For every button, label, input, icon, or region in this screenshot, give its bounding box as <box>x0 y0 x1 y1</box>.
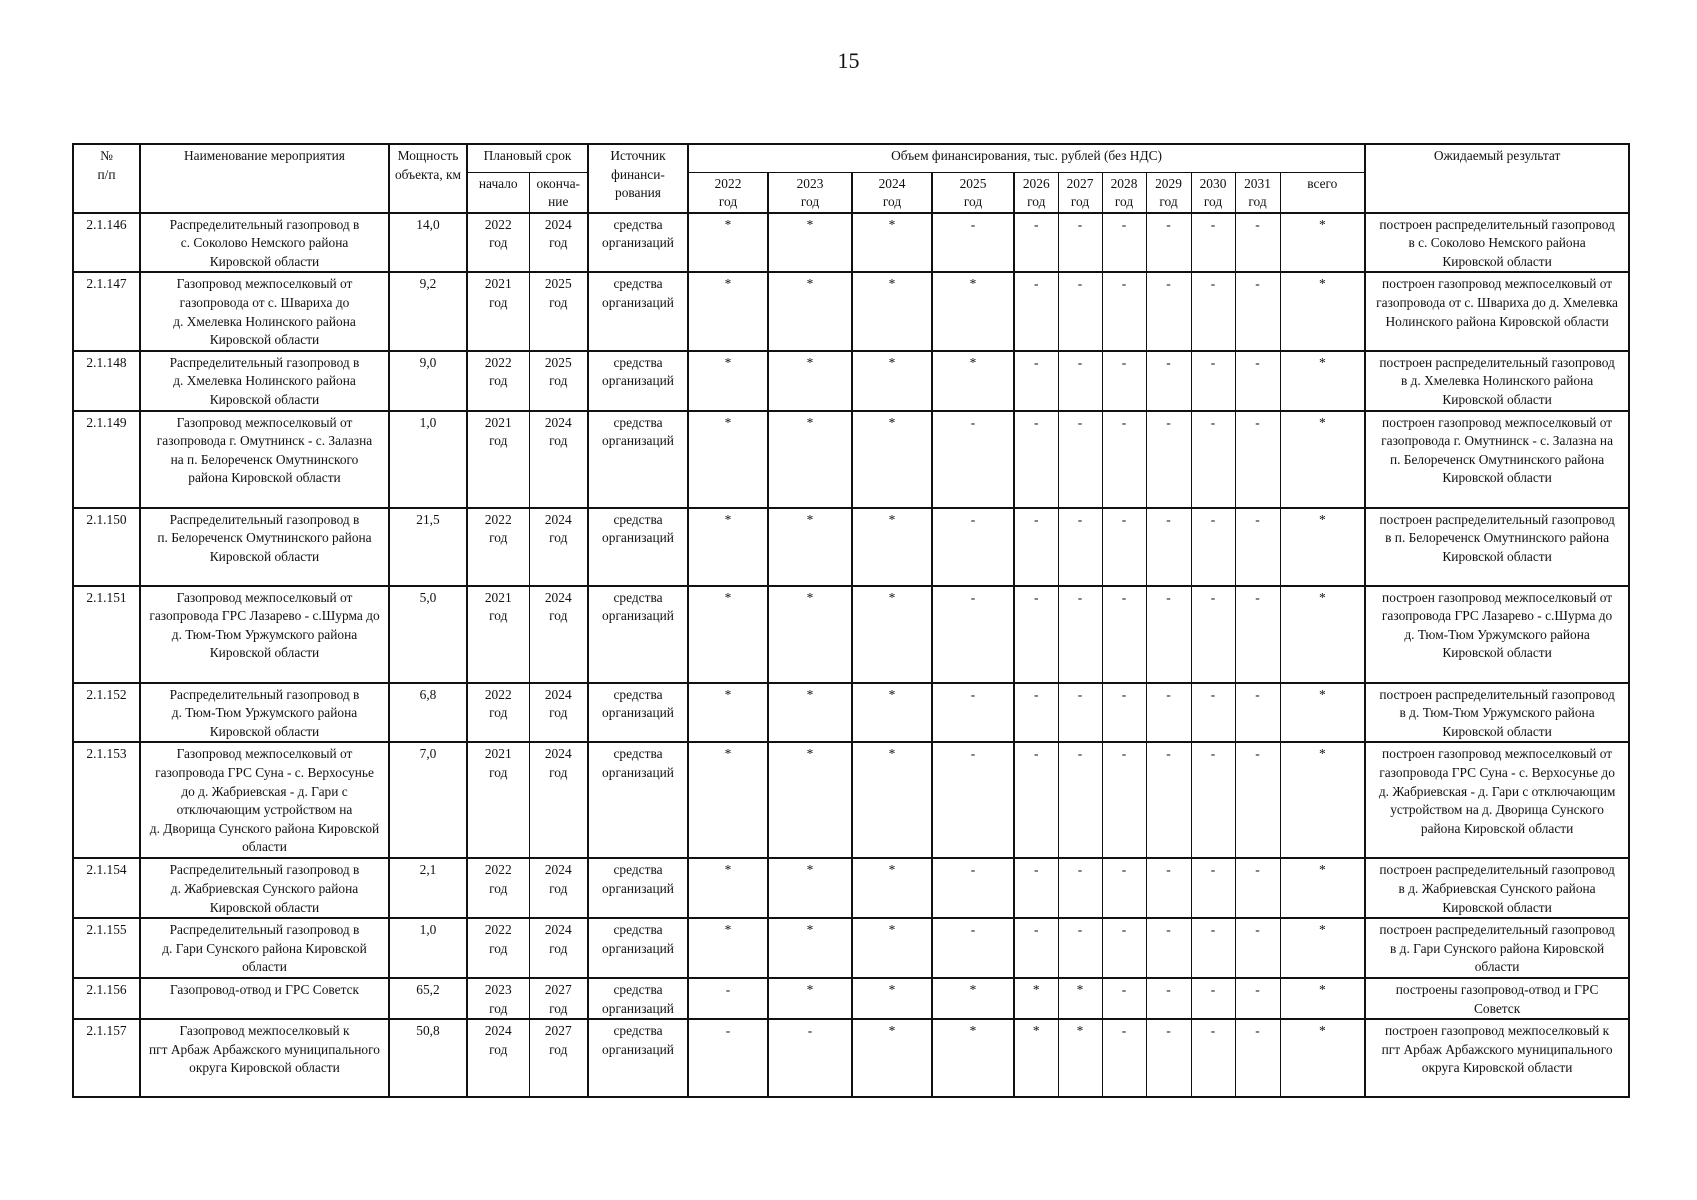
start-year: 2022 год <box>467 918 529 978</box>
expected-result: построен газопровод межпоселковый от газопровода ГРС Суна - с. Верхосунье до д. Жабриевская - д. Гари с отключающим устройством на д. Дворища Сунского района Кировской области <box>1365 742 1629 858</box>
funding-year-cell: * <box>932 1019 1014 1097</box>
expected-result: построен распределительный газопровод в д. Тюм-Тюм Уржумского района Кировской области <box>1365 683 1629 743</box>
funding-year-cell: - <box>1235 858 1280 918</box>
funding-year-cell: - <box>932 213 1014 273</box>
funding-table <box>72 143 1630 1098</box>
table-row <box>73 508 1629 586</box>
funding-year-cell: - <box>1102 508 1146 586</box>
funding-year-cell: - <box>1146 858 1191 918</box>
header-num: № п/п <box>73 144 140 213</box>
funding-year-cell: - <box>1102 351 1146 411</box>
funding-year-cell: * <box>852 586 932 683</box>
funding-year-cell: * <box>768 508 852 586</box>
row-number: 2.1.157 <box>73 1019 140 1097</box>
funding-total: * <box>1280 978 1365 1019</box>
table-row <box>73 213 1629 273</box>
funding-year-cell: - <box>932 918 1014 978</box>
funding-year-cell: * <box>852 213 932 273</box>
row-number: 2.1.149 <box>73 411 140 508</box>
start-year: 2022 год <box>467 683 529 743</box>
funding-year-cell: * <box>852 272 932 350</box>
funding-year-cell: - <box>1014 858 1058 918</box>
funding-year-cell: - <box>1146 272 1191 350</box>
row-number: 2.1.148 <box>73 351 140 411</box>
header-year-9: 2031 год <box>1235 172 1280 213</box>
measure-name: Газопровод-отвод и ГРС Советск <box>140 978 389 1019</box>
expected-result: построен газопровод межпоселковый от газопровода г. Омутнинск - с. Залазна на п. Белореченск Омутнинского района Кировской области <box>1365 411 1629 508</box>
funding-year-cell: * <box>1014 1019 1058 1097</box>
funding-source: средства организаций <box>588 858 688 918</box>
funding-year-cell: * <box>688 508 768 586</box>
header-total: всего <box>1280 172 1365 213</box>
end-year: 2025 год <box>529 272 588 350</box>
funding-year-cell: * <box>688 742 768 858</box>
funding-year-cell: - <box>1235 508 1280 586</box>
funding-year-cell: * <box>688 918 768 978</box>
funding-year-cell: * <box>852 918 932 978</box>
start-year: 2024 год <box>467 1019 529 1097</box>
funding-source: средства организаций <box>588 351 688 411</box>
funding-year-cell: * <box>768 411 852 508</box>
funding-year-cell: * <box>852 978 932 1019</box>
header-year-6: 2028 год <box>1102 172 1146 213</box>
row-number: 2.1.155 <box>73 918 140 978</box>
funding-year-cell: - <box>932 508 1014 586</box>
funding-total: * <box>1280 508 1365 586</box>
measure-name: Распределительный газопровод в д. Хмелевка Нолинского района Кировской области <box>140 351 389 411</box>
funding-year-cell: * <box>688 272 768 350</box>
start-year: 2023 год <box>467 978 529 1019</box>
funding-year-cell: - <box>1102 411 1146 508</box>
row-number: 2.1.152 <box>73 683 140 743</box>
funding-year-cell: * <box>768 586 852 683</box>
measure-name: Газопровод межпоселковый от газопровода г. Омутнинск - с. Залазна на п. Белореченск Омутнинского района Кировской области <box>140 411 389 508</box>
measure-name: Газопровод межпоселковый к пгт Арбаж Арбажского муниципального округа Кировской области <box>140 1019 389 1097</box>
funding-year-cell: - <box>1058 918 1102 978</box>
funding-source: средства организаций <box>588 586 688 683</box>
funding-total: * <box>1280 586 1365 683</box>
funding-total: * <box>1280 742 1365 858</box>
funding-year-cell: - <box>768 1019 852 1097</box>
funding-year-cell: * <box>768 272 852 350</box>
funding-year-cell: * <box>688 351 768 411</box>
measure-name: Распределительный газопровод в д. Тюм-Тюм Уржумского района Кировской области <box>140 683 389 743</box>
funding-year-cell: - <box>1058 351 1102 411</box>
header-result: Ожидаемый результат <box>1365 144 1629 213</box>
start-year: 2021 год <box>467 586 529 683</box>
funding-year-cell: - <box>1014 272 1058 350</box>
funding-source: средства организаций <box>588 213 688 273</box>
measure-name: Газопровод межпоселковый от газопровода от с. Швариха до д. Хмелевка Нолинского района Кировской области <box>140 272 389 350</box>
funding-year-cell: - <box>1191 213 1235 273</box>
funding-year-cell: * <box>768 858 852 918</box>
funding-total: * <box>1280 213 1365 273</box>
row-number: 2.1.151 <box>73 586 140 683</box>
header-name: Наименование мероприятия <box>140 144 389 213</box>
funding-year-cell: - <box>1146 1019 1191 1097</box>
funding-source: средства организаций <box>588 508 688 586</box>
funding-year-cell: - <box>1235 683 1280 743</box>
funding-year-cell: - <box>1191 272 1235 350</box>
header-year-3: 2025 год <box>932 172 1014 213</box>
funding-year-cell: * <box>688 858 768 918</box>
funding-year-cell: * <box>852 351 932 411</box>
start-year: 2022 год <box>467 858 529 918</box>
expected-result: построен газопровод межпоселковый от газопровода от с. Швариха до д. Хмелевка Нолинского района Кировской области <box>1365 272 1629 350</box>
funding-year-cell: - <box>1146 351 1191 411</box>
funding-total: * <box>1280 858 1365 918</box>
row-number: 2.1.146 <box>73 213 140 273</box>
funding-year-cell: - <box>1102 213 1146 273</box>
end-year: 2024 год <box>529 858 588 918</box>
funding-year-cell: * <box>768 978 852 1019</box>
capacity-km: 14,0 <box>389 213 467 273</box>
funding-year-cell: - <box>1014 411 1058 508</box>
funding-year-cell: - <box>1058 858 1102 918</box>
funding-year-cell: - <box>1146 742 1191 858</box>
end-year: 2027 год <box>529 978 588 1019</box>
funding-year-cell: - <box>1235 213 1280 273</box>
funding-year-cell: * <box>1058 1019 1102 1097</box>
funding-year-cell: - <box>1102 918 1146 978</box>
header-source: Источник финанси- рования <box>588 144 688 213</box>
funding-year-cell: - <box>688 1019 768 1097</box>
row-number: 2.1.156 <box>73 978 140 1019</box>
funding-year-cell: * <box>932 272 1014 350</box>
capacity-km: 65,2 <box>389 978 467 1019</box>
table-row <box>73 351 1629 411</box>
measure-name: Газопровод межпоселковый от газопровода ГРС Суна - с. Верхосунье до д. Жабриевская - д. Гари с отключающим устройством на д. Дворища Сунского района Кировской области <box>140 742 389 858</box>
row-number: 2.1.150 <box>73 508 140 586</box>
funding-year-cell: * <box>852 742 932 858</box>
capacity-km: 6,8 <box>389 683 467 743</box>
end-year: 2024 год <box>529 213 588 273</box>
header-planned-term: Плановый срок <box>467 144 588 172</box>
funding-year-cell: * <box>768 213 852 273</box>
funding-total: * <box>1280 272 1365 350</box>
start-year: 2021 год <box>467 742 529 858</box>
header-end: оконча- ние <box>529 172 588 213</box>
funding-year-cell: - <box>932 858 1014 918</box>
measure-name: Распределительный газопровод в д. Гари Сунского района Кировской области <box>140 918 389 978</box>
table-row <box>73 1019 1629 1097</box>
funding-year-cell: - <box>932 742 1014 858</box>
funding-year-cell: - <box>1146 918 1191 978</box>
end-year: 2024 год <box>529 683 588 743</box>
funding-source: средства организаций <box>588 411 688 508</box>
funding-year-cell: - <box>1191 858 1235 918</box>
funding-year-cell: * <box>932 978 1014 1019</box>
funding-year-cell: - <box>1191 508 1235 586</box>
row-number: 2.1.153 <box>73 742 140 858</box>
funding-source: средства организаций <box>588 683 688 743</box>
capacity-km: 9,0 <box>389 351 467 411</box>
end-year: 2024 год <box>529 411 588 508</box>
capacity-km: 50,8 <box>389 1019 467 1097</box>
expected-result: построен распределительный газопровод в д. Жабриевская Сунского района Кировской области <box>1365 858 1629 918</box>
end-year: 2024 год <box>529 586 588 683</box>
funding-year-cell: * <box>688 411 768 508</box>
funding-year-cell: - <box>1058 683 1102 743</box>
funding-year-cell: - <box>1191 918 1235 978</box>
funding-year-cell: - <box>1058 272 1102 350</box>
end-year: 2024 год <box>529 918 588 978</box>
funding-total: * <box>1280 411 1365 508</box>
end-year: 2027 год <box>529 1019 588 1097</box>
funding-year-cell: - <box>1058 742 1102 858</box>
funding-year-cell: - <box>1058 508 1102 586</box>
header-funding: Объем финансирования, тыс. рублей (без НДС) <box>688 144 1365 172</box>
funding-year-cell: - <box>1102 586 1146 683</box>
expected-result: построены газопровод-отвод и ГРС Советск <box>1365 978 1629 1019</box>
funding-total: * <box>1280 683 1365 743</box>
expected-result: построен газопровод межпоселковый к пгт Арбаж Арбажского муниципального округа Кировской области <box>1365 1019 1629 1097</box>
start-year: 2021 год <box>467 272 529 350</box>
funding-year-cell: - <box>1146 586 1191 683</box>
funding-year-cell: - <box>688 978 768 1019</box>
capacity-km: 1,0 <box>389 918 467 978</box>
funding-year-cell: - <box>1191 351 1235 411</box>
funding-year-cell: - <box>932 683 1014 743</box>
capacity-km: 9,2 <box>389 272 467 350</box>
header-year-7: 2029 год <box>1146 172 1191 213</box>
start-year: 2022 год <box>467 508 529 586</box>
funding-year-cell: * <box>688 683 768 743</box>
funding-source: средства организаций <box>588 272 688 350</box>
funding-year-cell: - <box>1146 978 1191 1019</box>
funding-source: средства организаций <box>588 918 688 978</box>
capacity-km: 5,0 <box>389 586 467 683</box>
capacity-km: 2,1 <box>389 858 467 918</box>
row-number: 2.1.147 <box>73 272 140 350</box>
header-year-2: 2024 год <box>852 172 932 213</box>
header-year-4: 2026 год <box>1014 172 1058 213</box>
funding-year-cell: - <box>1191 1019 1235 1097</box>
funding-year-cell: - <box>1191 683 1235 743</box>
end-year: 2025 год <box>529 351 588 411</box>
funding-year-cell: * <box>852 1019 932 1097</box>
header-start: начало <box>467 172 529 213</box>
funding-year-cell: * <box>852 683 932 743</box>
funding-source: средства организаций <box>588 978 688 1019</box>
end-year: 2024 год <box>529 508 588 586</box>
funding-source: средства организаций <box>588 742 688 858</box>
funding-year-cell: - <box>1235 411 1280 508</box>
funding-year-cell: - <box>932 411 1014 508</box>
funding-year-cell: - <box>1014 213 1058 273</box>
funding-year-cell: * <box>852 858 932 918</box>
start-year: 2022 год <box>467 213 529 273</box>
funding-year-cell: - <box>1235 351 1280 411</box>
capacity-km: 7,0 <box>389 742 467 858</box>
funding-year-cell: * <box>768 351 852 411</box>
measure-name: Распределительный газопровод в с. Соколово Немского района Кировской области <box>140 213 389 273</box>
funding-year-cell: - <box>1058 586 1102 683</box>
funding-year-cell: - <box>1146 683 1191 743</box>
funding-year-cell: * <box>1014 978 1058 1019</box>
funding-year-cell: - <box>1191 586 1235 683</box>
header-year-0: 2022 год <box>688 172 768 213</box>
funding-year-cell: * <box>688 586 768 683</box>
header-year-1: 2023 год <box>768 172 852 213</box>
funding-year-cell: - <box>932 586 1014 683</box>
capacity-km: 21,5 <box>389 508 467 586</box>
row-number: 2.1.154 <box>73 858 140 918</box>
funding-year-cell: * <box>768 742 852 858</box>
funding-year-cell: * <box>852 508 932 586</box>
funding-year-cell: - <box>1191 978 1235 1019</box>
funding-year-cell: * <box>852 411 932 508</box>
funding-total: * <box>1280 1019 1365 1097</box>
expected-result: построен распределительный газопровод в д. Хмелевка Нолинского района Кировской области <box>1365 351 1629 411</box>
funding-year-cell: * <box>932 351 1014 411</box>
funding-year-cell: - <box>1191 742 1235 858</box>
funding-year-cell: * <box>768 683 852 743</box>
table-row <box>73 858 1629 918</box>
header-capacity: Мощность объекта, км <box>389 144 467 213</box>
measure-name: Газопровод межпоселковый от газопровода ГРС Лазарево - с.Шурма до д. Тюм-Тюм Уржумского района Кировской области <box>140 586 389 683</box>
funding-year-cell: - <box>1235 978 1280 1019</box>
funding-year-cell: - <box>1146 508 1191 586</box>
expected-result: построен распределительный газопровод в с. Соколово Немского района Кировской области <box>1365 213 1629 273</box>
funding-year-cell: - <box>1235 586 1280 683</box>
funding-year-cell: - <box>1058 213 1102 273</box>
header-year-5: 2027 год <box>1058 172 1102 213</box>
table-row <box>73 272 1629 350</box>
funding-year-cell: - <box>1014 508 1058 586</box>
funding-year-cell: - <box>1014 742 1058 858</box>
funding-year-cell: - <box>1102 858 1146 918</box>
end-year: 2024 год <box>529 742 588 858</box>
funding-year-cell: - <box>1102 683 1146 743</box>
start-year: 2021 год <box>467 411 529 508</box>
table-row <box>73 411 1629 508</box>
start-year: 2022 год <box>467 351 529 411</box>
funding-year-cell: - <box>1235 1019 1280 1097</box>
funding-year-cell: - <box>1102 978 1146 1019</box>
expected-result: построен распределительный газопровод в д. Гари Сунского района Кировской области <box>1365 918 1629 978</box>
funding-source: средства организаций <box>588 1019 688 1097</box>
funding-year-cell: * <box>688 213 768 273</box>
page-number: 15 <box>837 48 860 73</box>
funding-year-cell: - <box>1235 918 1280 978</box>
table-row <box>73 918 1629 978</box>
table-row <box>73 742 1629 858</box>
funding-total: * <box>1280 918 1365 978</box>
expected-result: построен газопровод межпоселковый от газопровода ГРС Лазарево - с.Шурма до д. Тюм-Тюм Уржумского района Кировской области <box>1365 586 1629 683</box>
expected-result: построен распределительный газопровод в п. Белореченск Омутнинского района Кировской области <box>1365 508 1629 586</box>
funding-year-cell: - <box>1235 272 1280 350</box>
measure-name: Распределительный газопровод в д. Жабриевская Сунского района Кировской области <box>140 858 389 918</box>
funding-year-cell: * <box>768 918 852 978</box>
funding-year-cell: - <box>1014 351 1058 411</box>
funding-year-cell: - <box>1102 742 1146 858</box>
funding-year-cell: - <box>1146 411 1191 508</box>
funding-year-cell: - <box>1102 272 1146 350</box>
measure-name: Распределительный газопровод в п. Белореченск Омутнинского района Кировской области <box>140 508 389 586</box>
funding-year-cell: - <box>1146 213 1191 273</box>
funding-year-cell: - <box>1058 411 1102 508</box>
funding-year-cell: - <box>1014 683 1058 743</box>
funding-year-cell: - <box>1102 1019 1146 1097</box>
funding-year-cell: - <box>1014 586 1058 683</box>
funding-year-cell: - <box>1235 742 1280 858</box>
funding-year-cell: * <box>1058 978 1102 1019</box>
capacity-km: 1,0 <box>389 411 467 508</box>
table-row <box>73 978 1629 1019</box>
funding-year-cell: - <box>1191 411 1235 508</box>
table-row <box>73 586 1629 683</box>
funding-total: * <box>1280 351 1365 411</box>
header-year-8: 2030 год <box>1191 172 1235 213</box>
table-row <box>73 683 1629 743</box>
funding-year-cell: - <box>1014 918 1058 978</box>
